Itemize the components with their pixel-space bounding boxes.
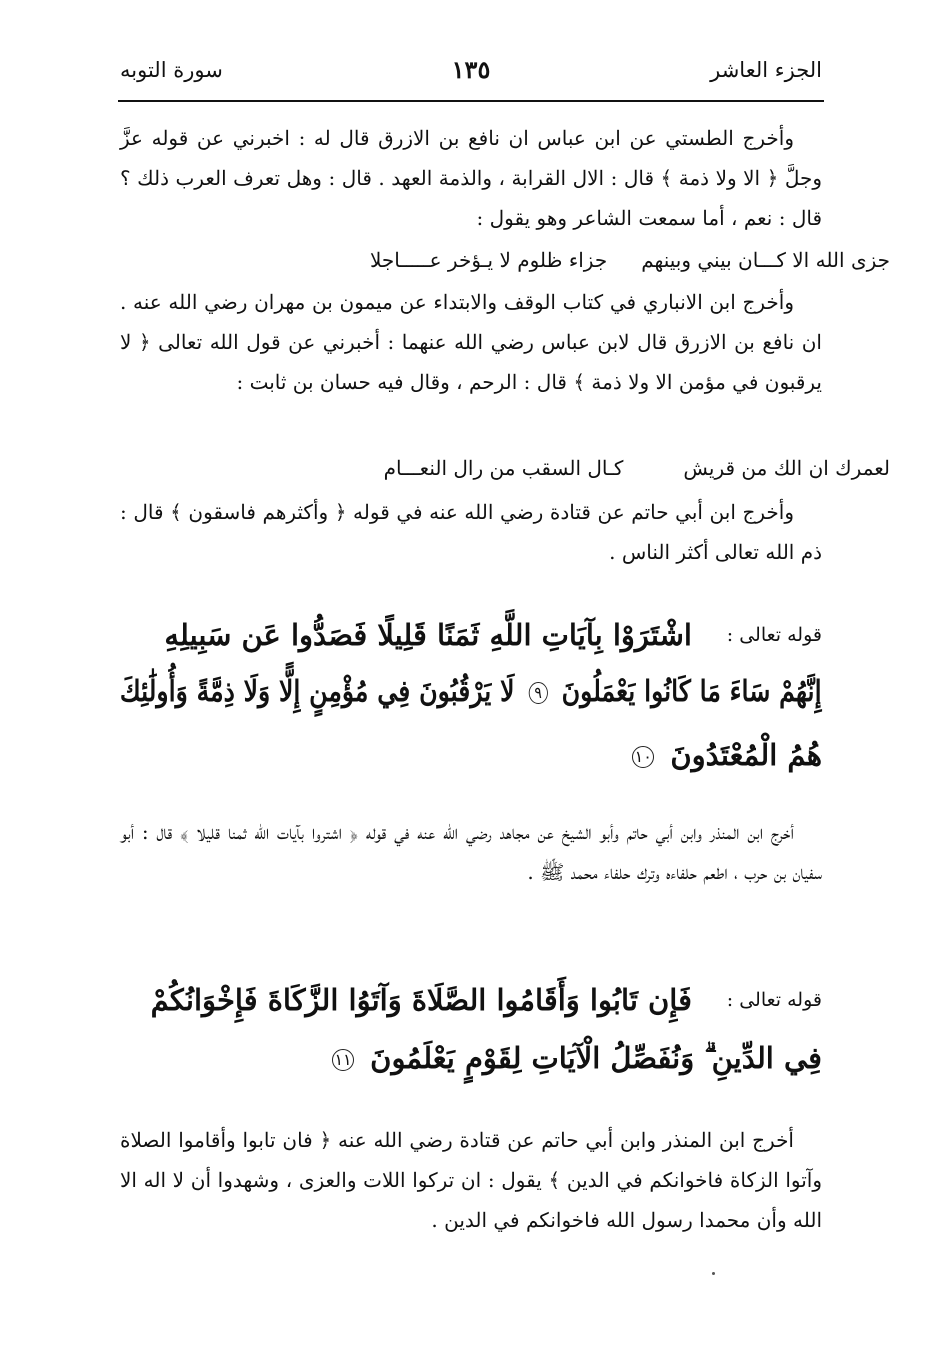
ayah-number-marker: ١١ — [332, 1049, 354, 1071]
quran-text: لَا يَرْقُبُونَ فِي مُؤْمِنٍ إِلًّا وَلَا ذِمَّةً وَأُولَٰئِكَ — [120, 674, 515, 708]
poem-hemistich-second: كـال السقب من رال النعـــام — [383, 456, 624, 480]
verse-intro-label: قوله تعالى : — [726, 989, 822, 1011]
paragraph-qatada-2 — [120, 1120, 822, 1240]
quran-verse-block-9-10 — [120, 610, 822, 790]
poem-hemistich-first: لعمرك ان الك من قريش — [683, 456, 890, 480]
quran-line — [626, 730, 822, 780]
poem-hemistich-second: جزاء ظلوم لا يـؤخر عـــــاجلا — [369, 248, 608, 272]
quran-verse-block-11 — [120, 975, 822, 1095]
paragraph-tasti — [120, 118, 822, 238]
quran-line: فَإِن تَابُوا وَأَقَامُوا الصَّلَاةَ وَآتَوُا الزَّكَاةَ فَإِخْوَانُكُمْ — [150, 983, 692, 1017]
quran-text: فِي الدِّينِ ۗ وَنُفَصِّلُ الْآيَاتِ لِقَوْمٍ يَعْلَمُونَ — [370, 1041, 822, 1075]
quran-text: إِنَّهُمْ سَاءَ مَا كَانُوا يَعْمَلُونَ — [562, 674, 822, 708]
paragraph-anbari — [120, 282, 822, 402]
paragraph-text: أخرج ابن المنذر وابن أبي حاتم وأبو الشيخ عن مجاهد رضي الله عنه في قوله ﴿ اشتروا بآيات الله ثمنا قليلا ﴾ قال : أبو سفيان بن حرب ، اطعم حلفاءه وترك حلفاء محمد ﷺ . — [120, 820, 822, 884]
poem-hemistich-first: جزى الله الا كـــان بيني وبينهم — [641, 248, 890, 272]
quran-line: اشْتَرَوْا بِآيَاتِ اللَّهِ ثَمَنًا قَلِيلًا فَصَدُّوا عَن سَبِيلِهِ — [164, 618, 692, 652]
paragraph-mujahid — [120, 812, 822, 892]
quran-text: هُمُ الْمُعْتَدُونَ — [670, 738, 822, 772]
paragraph-text: وأخرج الطستي عن ابن عباس ان نافع بن الازرق قال له : اخبرني عن قوله عزَّ وجلَّ ﴿ الا ولا ذمة ﴾ قال : الال القرابة ، والذمة العهد . قال : وهل تعرف العرب ذلك ؟ قال : نعم ، أما سمعت الشاعر وهو يقول : — [120, 126, 822, 230]
verse-intro-label: قوله تعالى : — [726, 624, 822, 646]
speck-mark — [712, 1272, 715, 1275]
page-number: ١٣٥ — [451, 55, 491, 84]
running-header — [120, 52, 822, 92]
surah-title: سورة التوبه — [120, 58, 223, 82]
poem-verse-1 — [370, 240, 890, 280]
ayah-number-marker: ٩ — [529, 682, 548, 704]
paragraph-qatada-1 — [120, 492, 822, 572]
paragraph-text: وأخرج ابن أبي حاتم عن قتادة رضي الله عنه في قوله ﴿ وأكثرهم فاسقون ﴾ قال : ذم الله تعالى أكثر الناس . — [120, 500, 822, 564]
paragraph-text: أخرج ابن المنذر وابن أبي حاتم عن قتادة رضي الله عنه ﴿ فان تابوا وأقاموا الصلاة وآتوا الزكاة فاخوانكم في الدين ﴾ يقول : ان تركوا اللات والعزى ، وشهدوا أن لا اله الا الله وأن محمدا رسول الله فاخوانكم في الدين . — [120, 1128, 822, 1232]
part-title: الجزء العاشر — [710, 58, 822, 82]
header-rule — [118, 100, 824, 102]
ayah-number-marker: ١٠ — [632, 746, 654, 768]
poem-verse-2 — [384, 448, 890, 488]
quran-line — [326, 1033, 822, 1083]
quran-line — [120, 666, 822, 716]
paragraph-text: وأخرج ابن الانباري في كتاب الوقف والابتداء عن ميمون بن مهران رضي الله عنه . ان نافع بن الازرق قال لابن عباس رضي الله عنهما : أخبرني عن قول الله تعالى ﴿ لا يرقبون في مؤمن الا ولا ذمة ﴾ قال : الرحم ، وقال فيه حسان بن ثابت : — [120, 290, 822, 394]
